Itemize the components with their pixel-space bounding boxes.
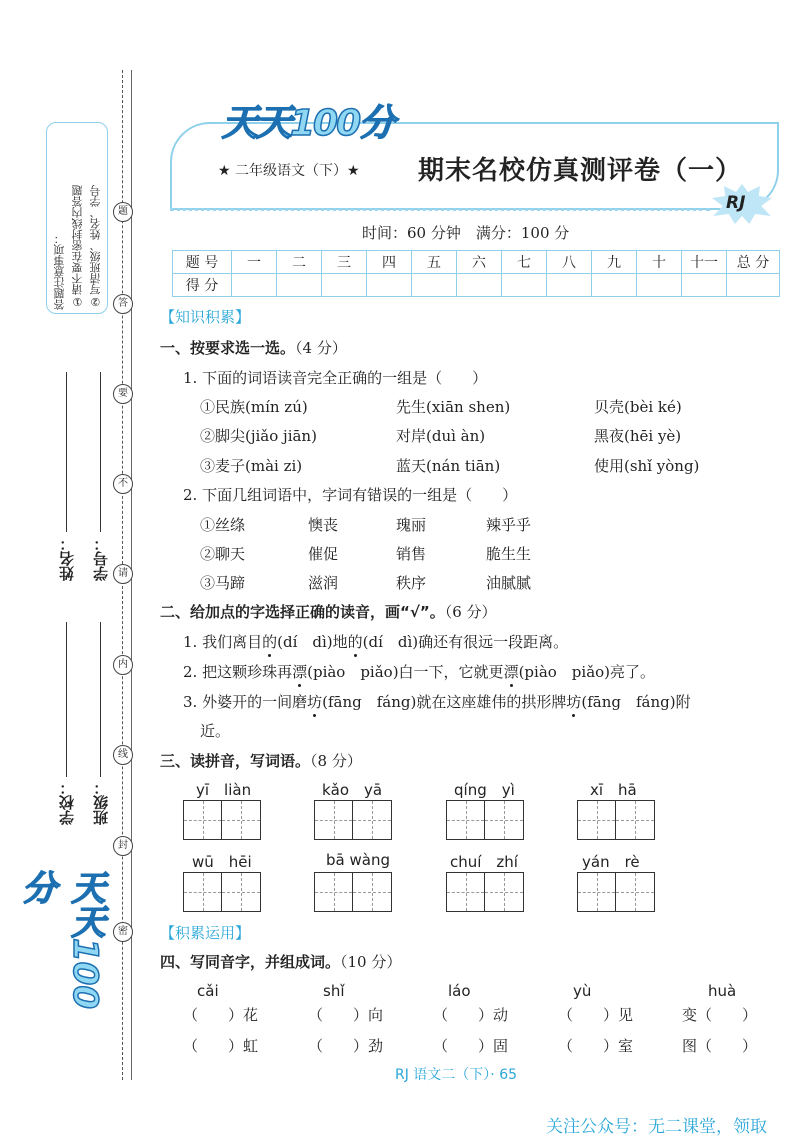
seal-char: 要 [113,384,133,404]
option: 销售 [396,545,427,563]
class-field[interactable] [100,622,101,777]
writing-grid[interactable] [446,872,524,912]
option: ②脚尖(jiǎo jiān) [200,427,317,445]
question-2-2 [183,661,655,682]
section-1-heading [160,337,347,358]
grid-cell[interactable] [485,873,523,911]
option: ③麦子(mài zi) [200,457,303,475]
id-field[interactable] [100,372,101,532]
text: (piào piǎo)亮了。 [518,663,656,681]
notice-items-2 [88,128,104,308]
option: 辣乎乎 [486,516,532,534]
seal-char: 密 [113,922,133,942]
writing-grid[interactable] [446,800,524,840]
table-cell: 一 [232,251,277,274]
seal-char: 线 [113,745,133,765]
score-input[interactable] [727,274,780,297]
option: 脆生生 [486,545,532,563]
option: 先生(xiān shen) [396,398,511,416]
header-divider [170,208,710,211]
school-label: 学校： [58,780,76,825]
pinyin: cǎi [197,982,219,1000]
grid-cell[interactable] [353,801,391,839]
table-row [173,251,780,274]
score-input[interactable] [367,274,412,297]
section-3-heading [160,750,362,771]
option: ①丝绦 [200,516,246,534]
writing-grid[interactable] [577,872,655,912]
notice-items [70,128,86,308]
pinyin: kǎo yā [322,781,383,799]
seal-char: 内 [113,655,133,675]
score-input[interactable] [592,274,637,297]
class-label: 班级： [92,780,110,825]
notice-text [52,130,67,310]
seal-char: 封 [113,836,133,856]
score-input[interactable] [232,274,277,297]
pinyin: wū hēi [192,853,252,871]
table-cell: 十 [637,251,682,274]
seal-char: 不 [113,474,133,494]
section-2-heading [160,601,497,622]
text: (dí dì)地 [277,633,348,651]
writing-grid[interactable] [183,872,261,912]
pinyin: qíng yì [454,781,515,799]
grid-cell[interactable] [616,873,654,911]
blank-word[interactable]: 图（ ） [682,1037,758,1055]
text: 2. 把这颗珍珠再 [183,663,293,681]
page-title: 期末名校仿真测评卷（一） [418,156,743,186]
table-cell: 七 [502,251,547,274]
grade-subtitle: ★ 二年级语文（下）★ [218,163,360,179]
option: ③马蹄 [200,574,246,592]
option: 对岸(duì àn) [396,427,486,445]
name-field[interactable] [66,372,67,532]
dotted-char: 的 [262,633,278,651]
logo: 天天100分 [222,103,394,144]
grid-cell[interactable] [184,873,222,911]
table-cell: 四 [367,251,412,274]
grid-cell[interactable] [485,801,523,839]
page-footer: RJ 语文二（下）· 65 [395,1067,518,1083]
notice-title: 答题注意事项： [53,233,66,310]
score-input[interactable] [412,274,457,297]
dotted-char: 漂 [292,663,308,681]
score-input[interactable] [322,274,367,297]
table-cell: 二 [277,251,322,274]
grid-cell[interactable] [578,873,616,911]
section-title: 四、写同音字，并组成词。 [160,953,341,971]
id-label: 学号： [92,536,110,581]
pinyin: xī hā [590,781,637,799]
logo-vertical: 天天100分 [16,870,105,1009]
school-field[interactable] [66,622,67,777]
pinyin: yán rè [582,853,640,871]
text: 1. 我们离目 [183,633,263,651]
seal-char: 题 [113,202,133,222]
question-1-1: 1. 下面的词语读音完全正确的一组是（ ） [183,369,488,387]
grid-cell[interactable] [578,801,616,839]
score-input[interactable] [682,274,727,297]
blank-word[interactable]: （ ）动 [433,1006,509,1024]
blank-word[interactable]: （ ）向 [308,1006,384,1024]
writing-grid[interactable] [183,800,261,840]
grid-cell[interactable] [222,801,260,839]
option: 懊丧 [308,516,339,534]
table-cell: 三 [322,251,367,274]
section-title: 一、按要求选一选。 [160,339,296,357]
section-title: 三、读拼音，写词语。 [160,752,311,770]
pinyin: yī liàn [196,781,252,799]
table-cell: 九 [592,251,637,274]
table-cell: 八 [547,251,592,274]
blank-word[interactable]: （ ）室 [558,1037,634,1055]
writing-grid[interactable] [577,800,655,840]
option: 使用(shǐ yòng) [594,457,700,475]
section-4-heading [160,951,401,972]
pinyin: huà [708,982,737,1000]
option: 蓝天(nán tiān) [396,457,501,475]
grid-cell[interactable] [222,873,260,911]
option: ①民族(mín zú) [200,398,308,416]
option: 瑰丽 [396,516,427,534]
score-input[interactable] [457,274,502,297]
pinyin: bā wàng [326,851,390,869]
grid-cell[interactable] [447,873,485,911]
seal-char: 答 [113,294,133,314]
text: (fāng fáng)就在这座雄伟的拱形牌 [322,693,567,711]
pinyin: chuí zhí [450,853,518,871]
blank-word[interactable]: 变（ ） [682,1006,758,1024]
grid-cell[interactable] [184,801,222,839]
question-2-1 [183,631,568,652]
section-points: （10 分） [340,953,402,971]
text: (fāng fáng)附 [581,693,691,711]
text: (piào piǎo)白一下，它就更 [307,663,504,681]
question-2-3-cont: 近。 [200,722,231,740]
seal-char: 请 [113,564,133,584]
grid-cell[interactable] [616,801,654,839]
pinyin: láo [448,982,471,1000]
table-cell: 得 分 [173,274,232,297]
grid-cell[interactable] [315,873,353,911]
grid-cell[interactable] [353,873,391,911]
edition-badge: RJ [726,193,746,213]
section-tag: 【积累运用】 [160,924,251,942]
dotted-char: 坊 [307,693,323,711]
score-input[interactable] [547,274,592,297]
blank-word[interactable]: （ ）固 [433,1037,509,1055]
score-table [172,250,780,297]
option: 贝壳(bèi ké) [594,398,682,416]
writing-grid[interactable] [314,800,392,840]
grid-cell[interactable] [447,801,485,839]
option: 秩序 [396,574,427,592]
blank-word[interactable]: （ ）见 [558,1006,634,1024]
table-cell: 题 号 [173,251,232,274]
score-input[interactable] [637,274,682,297]
pinyin: shǐ [323,982,345,1000]
table-cell: 十一 [682,251,727,274]
option: 催促 [308,545,339,563]
blank-word[interactable]: （ ）虹 [183,1037,259,1055]
table-cell: 五 [412,251,457,274]
notice-item-1: ①请不要在密封线内答题 [71,185,84,308]
section-tag: 【知识积累】 [160,308,251,326]
question-2-3 [183,691,691,712]
option: 滋润 [308,574,339,592]
option: 黑夜(hēi yè) [594,427,682,445]
dotted-char: 漂 [503,663,519,681]
name-label: 姓名： [58,536,76,581]
section-points: （8 分） [310,752,362,770]
score-input[interactable] [277,274,322,297]
blank-word[interactable]: （ ）劲 [308,1037,384,1055]
pinyin: yù [573,982,592,1000]
table-cell: 六 [457,251,502,274]
table-cell: 总 分 [727,251,780,274]
notice-item-2: ②写清班级、姓名、学号 [89,185,102,308]
option: ②聊天 [200,545,246,563]
section-title: 二、给加点的字选择正确的读音，画“√”。 [160,603,445,621]
text: 3. 外婆开的一间磨 [183,693,308,711]
time-info: 时间：60 分钟 满分：100 分 [362,224,570,242]
dotted-char: 坊 [566,693,582,711]
writing-grid[interactable] [314,872,392,912]
section-points: （6 分） [444,603,497,621]
option: 油腻腻 [486,574,532,592]
question-1-2: 2. 下面几组词语中，字词有错误的一组是（ ） [183,486,518,504]
table-row [173,274,780,297]
blank-word[interactable]: （ ）花 [183,1006,259,1024]
promo-text: 关注公众号：无二课堂，领取 [546,1117,767,1137]
score-input[interactable] [502,274,547,297]
text: (dí dì)确还有很远一段距离。 [362,633,569,651]
grid-cell[interactable] [315,801,353,839]
dotted-char: 的 [347,633,363,651]
section-points: （4 分） [295,339,347,357]
